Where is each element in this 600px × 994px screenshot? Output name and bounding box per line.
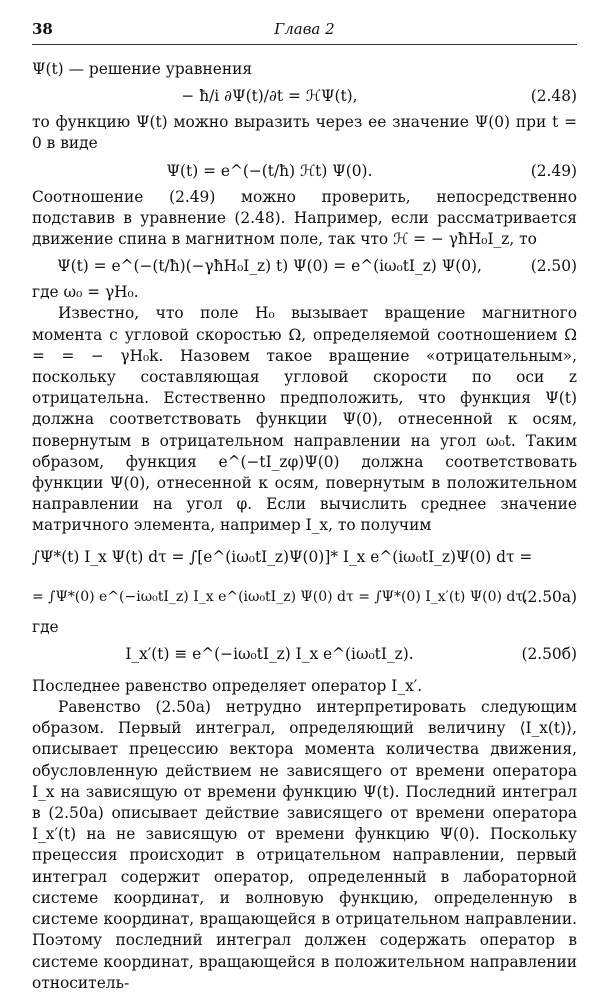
equation-formula: = ∫Ψ*(0) e^(−iω₀tI_z) I_x e^(iω₀tI_z) Ψ(0) dτ = ∫Ψ*(0) I_x′(t) Ψ(0) dτ, bbox=[32, 588, 528, 605]
equation-2-50b bbox=[32, 638, 577, 670]
equation-number: (2.49) bbox=[530, 161, 577, 180]
paragraph-2: Соотношение (2.49) можно проверить, непосредственно подставив в уравнение (2.48). Например, если рассматривается движение спина в магнитном поле, так что ℋ = − γħH₀I_z, то bbox=[32, 187, 577, 249]
equation-formula: ∫Ψ*(t) I_x Ψ(t) dτ = ∫[e^(iω₀tI_z)Ψ(0)]* I_x e^(iω₀tI_z)Ψ(0) dτ = bbox=[32, 547, 533, 566]
equation-number: (2.50а) bbox=[521, 587, 577, 606]
equation-2-48 bbox=[32, 80, 577, 112]
where-label: где bbox=[32, 617, 59, 636]
page-number: 38 bbox=[32, 20, 53, 38]
equation-number: (2.48) bbox=[530, 87, 577, 106]
page-header bbox=[32, 18, 577, 45]
equation-2-50 bbox=[32, 250, 577, 282]
equation-2-49 bbox=[32, 155, 577, 187]
equation-formula: − ħ/i ∂Ψ(t)/∂t = ℋΨ(t), bbox=[181, 87, 358, 106]
equation-2-50a-line2 bbox=[32, 577, 577, 617]
paragraph-3: Известно, что поле H₀ вызывает вращение магнитного момента с угловой скоростью Ω, определяемой соотношением Ω = = − γH₀k. Назовем такое вращение «отрицательным», поскольку составляющая угловой скорости по оси z отрицательна. Естественно предположить, что функция Ψ(t) должна соответствовать функции Ψ(0), отнесенной к осям, повернутым в отрицательном направлении на угол ω₀t. Таким образом, функция e^(−tI_zφ)Ψ(0) должна соответствовать функции Ψ(0), отнесенной к осям, повернутым в положительном направлении на угол φ. Если вычислить среднее значение матричного элемента, например I_x, то получим bbox=[32, 304, 577, 535]
book-page bbox=[32, 18, 577, 994]
equation-number: (2.50б) bbox=[521, 644, 577, 663]
chapter-title: Глава 2 bbox=[274, 20, 335, 38]
paragraph-1: то функцию Ψ(t) можно выразить через ее значение Ψ(0) при t = 0 в виде bbox=[32, 113, 577, 153]
intro-line: Ψ(t) — решение уравнения bbox=[32, 60, 253, 78]
equation-formula: Ψ(t) = e^(−(t/ħ)(−γħH₀I_z) t) Ψ(0) = e^(iω₀tI_z) Ψ(0), bbox=[57, 257, 482, 276]
equation-formula: I_x′(t) ≡ e^(−iω₀tI_z) I_x e^(iω₀tI_z). bbox=[125, 644, 414, 663]
equation-number: (2.50) bbox=[530, 257, 577, 276]
equation-2-50a-line1 bbox=[32, 537, 577, 577]
equation-formula: Ψ(t) = e^(−(t/ħ) ℋt) Ψ(0). bbox=[166, 161, 373, 180]
where-omega: где ω₀ = γH₀. bbox=[32, 283, 139, 302]
paragraph-4: Последнее равенство определяет оператор I_x′. bbox=[32, 676, 423, 695]
paragraph-5: Равенство (2.50а) нетрудно интерпретировать следующим образом. Первый интеграл, определяющий величину ⟨I_x(t)⟩, описывает прецессию вектора момента количества движения, обусловленную действием не зависящего от времени оператора I_x на зависящую от времени функцию Ψ(t). Последний интеграл в (2.50а) описывает действие зависящего от времени оператора I_x′(t) на не зависящую от времени функцию Ψ(0). Поскольку прецессия происходит в отрицательном направлении, первый интеграл содержит оператор, определенный в лабораторной системе координат, и волновую функцию, определенную в системе координат, вращающейся в отрицательном направлении. Поэтому последний интеграл должен содержать оператор в системе координат, вращающейся в положительном направлении относитель- bbox=[32, 698, 577, 992]
